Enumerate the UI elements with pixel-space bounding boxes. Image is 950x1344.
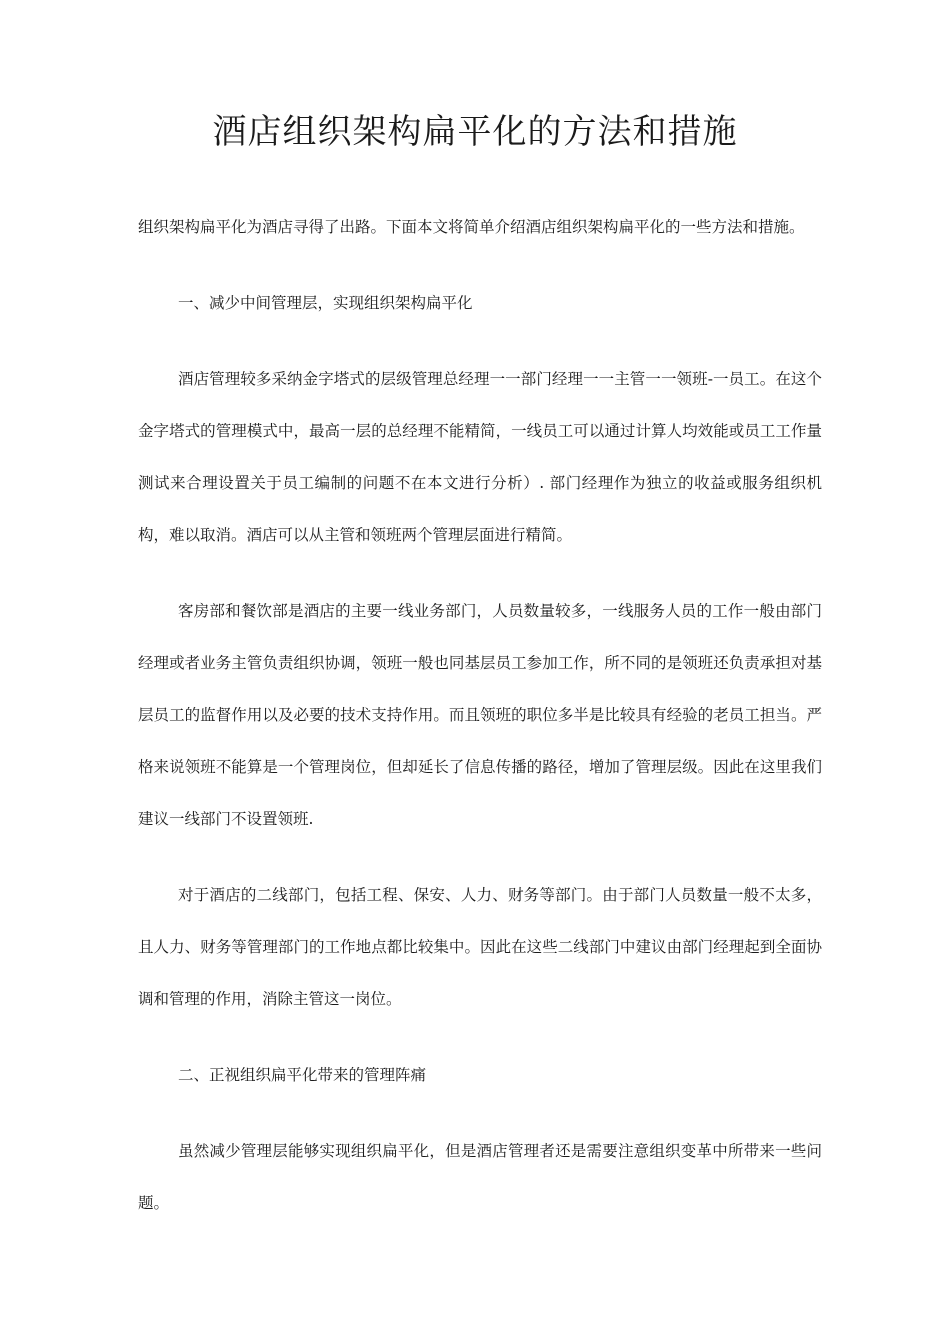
body-paragraph: 虽然减少管理层能够实现组织扁平化，但是酒店管理者还是需要注意组织变革中所带来一些问题。 (138, 1142, 822, 1212)
body-paragraph: 对于酒店的二线部门，包括工程、保安、人力、财务等部门。由于部门人员数量一般不太多，且人力、财务等管理部门的工作地点都比较集中。因此在这些二线部门中建议由部门经理起到全面协调和管理的作用，消除主管这一岗位。 (138, 886, 822, 1008)
section-heading-1: 一、减少中间管理层，实现组织架构扁平化 (178, 294, 473, 312)
document-title: 酒店组织架构扁平化的方法和措施 (212, 112, 738, 152)
intro-paragraph: 组织架构扁平化为酒店寻得了出路。下面本文将简单介绍酒店组织架构扁平化的一些方法和措施。 (138, 218, 805, 236)
body-paragraph: 酒店管理较多采纳金字塔式的层级管理总经理一一部门经理一一主管一一领班-一员工。在这个金字塔式的管理模式中，最高一层的总经理不能精简，一线员工可以通过计算人均效能或员工工作量测试来合理设置关于员工编制的问题不在本文进行分析）. 部门经理作为独立的收益或服务组织机构，难以取消。酒店可以从主管和领班两个管理层面进行精简。 (138, 370, 822, 544)
section-heading-2: 二、正视组织扁平化带来的管理阵痛 (178, 1066, 427, 1084)
document-body (138, 201, 822, 1229)
body-paragraph: 客房部和餐饮部是酒店的主要一线业务部门，人员数量较多，一线服务人员的工作一般由部门经理或者业务主管负责组织协调，领班一般也同基层员工参加工作，所不同的是领班还负责承担对基层员工的监督作用以及必要的技术支持作用。而且领班的职位多半是比较具有经验的老员工担当。严格来说领班不能算是一个管理岗位，但却延长了信息传播的路径，增加了管理层级。因此在这里我们建议一线部门不设置领班. (138, 602, 822, 828)
